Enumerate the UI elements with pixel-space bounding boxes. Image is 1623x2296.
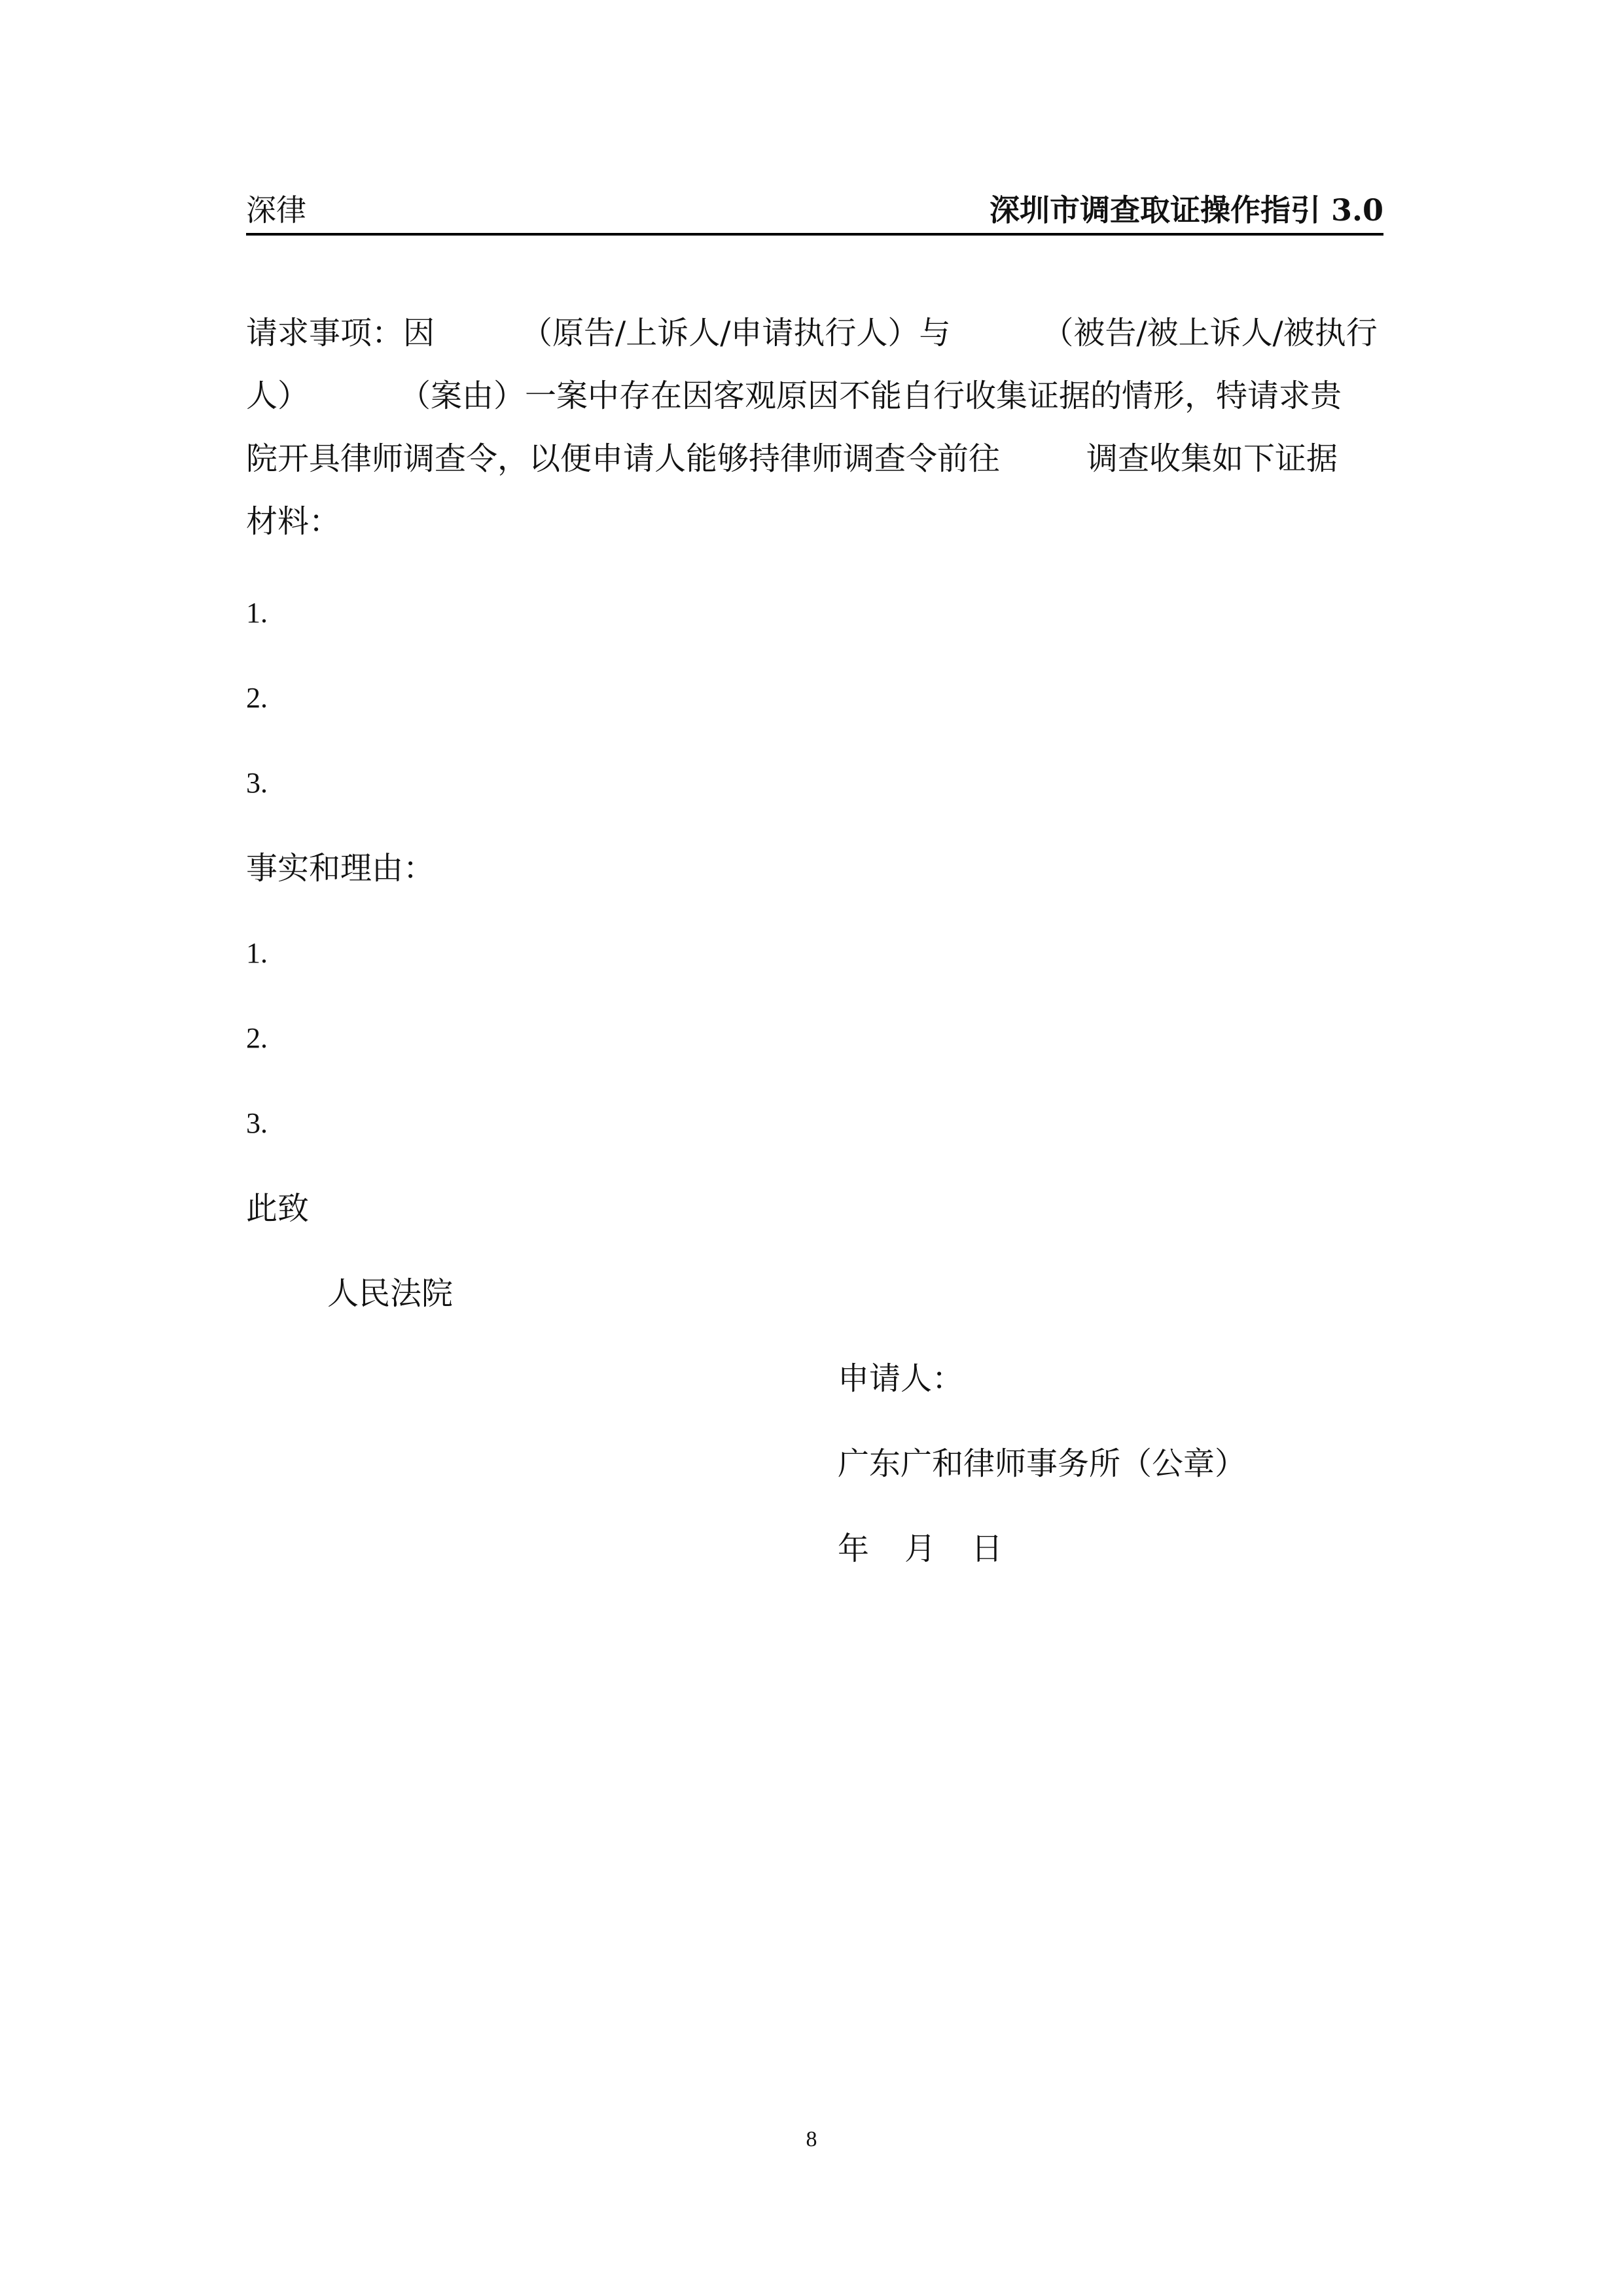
defendant-role: （被告/被上诉人/被执行	[1042, 315, 1378, 351]
header-rule	[246, 233, 1383, 236]
applicant-label: 申请人：	[838, 1360, 964, 1397]
header-guide-title: 深圳市调查取证操作指引 3.0	[989, 192, 1383, 228]
defendant-role-end: 人）	[246, 378, 310, 414]
case-cause-text: （案由）一案中存在因客观原因不能自行收集证据的情形，特请求贵	[399, 378, 1342, 414]
date-month: 月	[904, 1530, 936, 1567]
date-day: 日	[971, 1530, 1003, 1567]
salutation: 此致	[246, 1190, 310, 1227]
request-item-1: 1.	[246, 597, 268, 629]
court-name: 人民法院	[327, 1275, 454, 1312]
header-short-title: 深律	[246, 192, 306, 228]
materials-label: 材料：	[246, 503, 341, 540]
facts-item-1: 1.	[246, 937, 268, 969]
facts-item-2: 2.	[246, 1022, 268, 1054]
facts-heading: 事实和理由：	[246, 850, 435, 887]
request-line-4	[246, 501, 1383, 542]
page-number: 8	[806, 2127, 817, 2151]
order-request-text: 院开具律师调查令，以便申请人能够持律师调查令前往	[246, 440, 1001, 477]
request-item-2: 2.	[246, 682, 268, 714]
request-line-1	[246, 313, 1383, 353]
evidence-collect-text: 调查收集如下证据	[1086, 440, 1338, 477]
request-line-3	[246, 438, 1383, 479]
date-line	[838, 1528, 1003, 1569]
request-label: 请求事项：因	[246, 315, 435, 351]
request-line-2	[246, 376, 1383, 416]
law-firm-seal: 广东广和律师事务所（公章）	[838, 1445, 1247, 1482]
plaintiff-role: （原告/上诉人/申请执行人）与	[521, 315, 951, 351]
request-item-3: 3.	[246, 767, 268, 799]
date-year: 年	[838, 1530, 870, 1567]
facts-item-3: 3.	[246, 1107, 268, 1139]
page-header	[246, 190, 1383, 230]
